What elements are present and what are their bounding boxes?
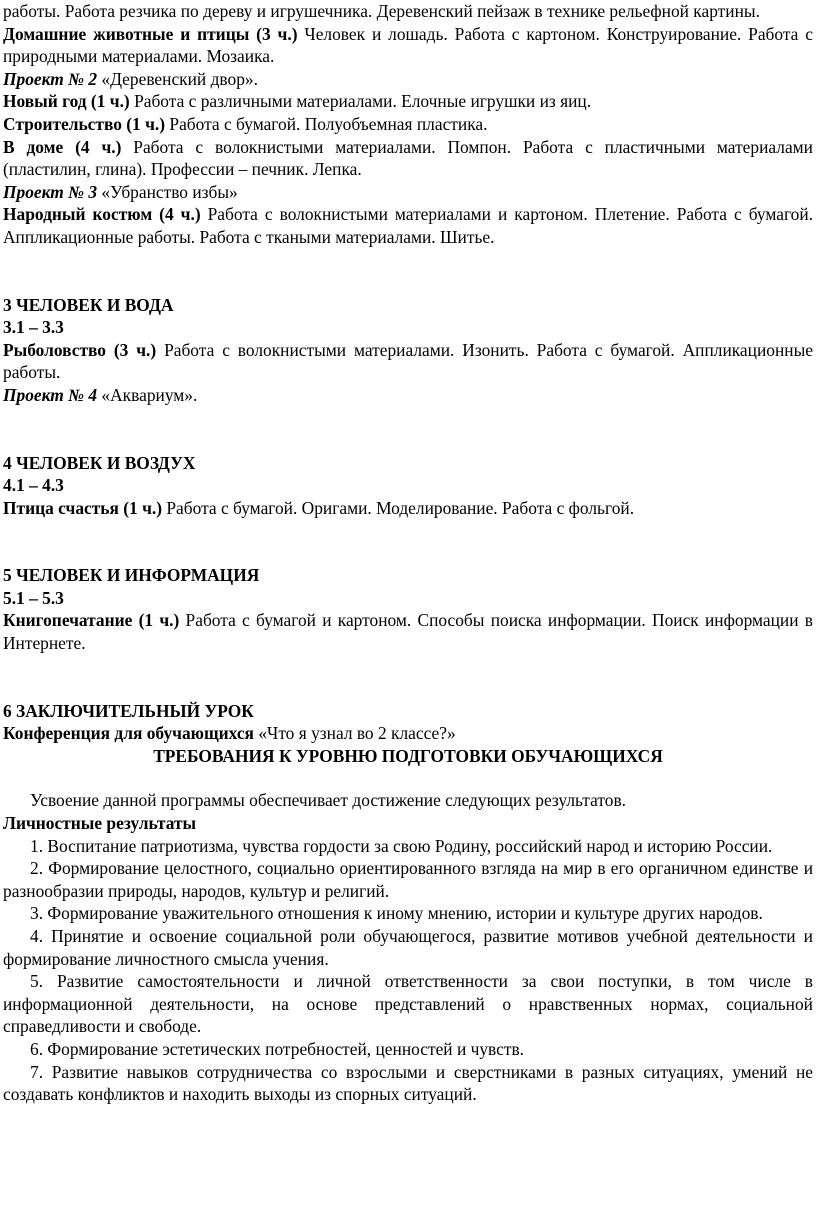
section-4-heading: 4 ЧЕЛОВЕК И ВОЗДУХ (3, 452, 196, 473)
personal-results-heading: Личностные результаты (3, 813, 197, 834)
topic-title: Народный костюм (4 ч.) (3, 204, 201, 225)
topic-title: Рыболовство (3 ч.) (3, 339, 157, 360)
result-item: 2. Формирование целостного, социально ориентированного взгляда на мир в его органичном единстве и разнообразии природы, народов, культур и религий. (3, 858, 813, 901)
project-text: «Деревенский двор». (97, 68, 258, 89)
topic-text: Работа с волокнистыми материалами. Изонить. Работа с бумагой. Аппликационные работы. (3, 339, 813, 383)
intro-paragraph: Усвоение данной программы обеспечивает достижение следующих результатов. (30, 790, 627, 811)
result-item: 7. Развитие навыков сотрудничества со взрослыми и сверстниками в разных ситуациях, умений не создавать конфликтов и находить выходы из спорных ситуаций. (3, 1061, 813, 1105)
topic-text: Работа с бумагой. Оригами. Моделирование. Работа с фольгой. (162, 497, 635, 518)
topic-text: Работа с бумагой и картоном. Способы поиска информации. Поиск информации в Интернете. (3, 610, 813, 654)
topic-title: Птица счастья (1 ч.) (3, 497, 163, 518)
requirements-heading: ТРЕБОВАНИЯ К УРОВНЮ ПОДГОТОВКИ ОБУЧАЮЩИХСЯ (153, 745, 663, 766)
topic-bird-of-happiness (3, 497, 813, 520)
section-3-range: 3.1 – 3.3 (3, 317, 64, 338)
section-5-range: 5.1 – 5.3 (3, 587, 64, 608)
project-3 (3, 181, 813, 204)
topic-conference (3, 722, 813, 745)
project-text: «Убранство избы» (97, 181, 238, 202)
topic-folk-costume (3, 203, 813, 248)
project-4 (3, 384, 813, 407)
topic-text: Работа с волокнистыми материалами и картоном. Плетение. Работа с бумагой. Аппликационные работы. Работа с ткаными материалами. Шитье. (3, 204, 814, 247)
topic-title: Книгопечатание (1 ч.) (3, 610, 180, 631)
section-6-heading: 6 ЗАКЛЮЧИТЕЛЬНЫЙ УРОК (3, 700, 254, 721)
project-title: Проект № 2 (3, 68, 98, 89)
topic-title: Домашние животные и птицы (3 ч.) (3, 23, 298, 44)
topic-text: Работа с различными материалами. Елочные игрушки из яиц. (129, 91, 592, 112)
topic-domestic-animals (3, 23, 813, 68)
topic-title: Конференция для обучающихся (3, 723, 254, 744)
topic-new-year (3, 90, 813, 113)
section-4-range: 4.1 – 4.3 (3, 475, 64, 496)
topic-text: «Что я узнал во 2 классе?» (253, 723, 456, 744)
result-item: 6. Формирование эстетических потребностей, ценностей и чувств. (30, 1038, 525, 1059)
topic-in-house (3, 136, 813, 181)
topic-text: Работа с волокнистыми материалами. Помпон. Работа с пластичными материалами (пластилин, глина). Профессии – печник. Лепка. (3, 136, 813, 180)
project-text: «Аквариум». (97, 384, 198, 405)
topic-fishing (3, 339, 813, 384)
section-5-heading: 5 ЧЕЛОВЕК И ИНФОРМАЦИЯ (3, 565, 260, 586)
result-item: 5. Развитие самостоятельности и личной ответственности за свои поступки, в том числе в информационной деятельности, на основе представлений о нравственных нормах, социальной справедливости и свободе. (3, 971, 813, 1037)
project-title: Проект № 3 (3, 181, 98, 202)
topic-title: В доме (4 ч.) (3, 136, 122, 157)
topic-title: Новый год (1 ч.) (3, 91, 130, 112)
topic-title: Строительство (1 ч.) (3, 113, 166, 134)
result-item: 1. Воспитание патриотизма, чувства гордости за свою Родину, российский народ и историю России. (30, 835, 773, 856)
project-title: Проект № 4 (3, 384, 98, 405)
topic-text: Человек и лошадь. Работа с картоном. Конструирование. Работа с природными материалами. Мозаика. (3, 23, 813, 67)
topic-construction (3, 113, 813, 136)
result-item: 4. Принятие и освоение социальной роли обучающегося, развитие мотивов учебной деятельности и формирование личностного смысла учения. (3, 926, 813, 969)
project-2 (3, 68, 813, 91)
section-3-heading: 3 ЧЕЛОВЕК И ВОДА (3, 294, 174, 315)
result-item: 3. Формирование уважительного отношения к иному мнению, истории и культуре других народов. (30, 903, 763, 924)
topic-text: Работа с бумагой. Полуобъемная пластика. (165, 113, 488, 134)
paragraph-continuation: работы. Работа резчика по дереву и игрушечника. Деревенский пейзаж в технике рельефной картины. (3, 1, 760, 21)
topic-book-printing (3, 609, 813, 654)
